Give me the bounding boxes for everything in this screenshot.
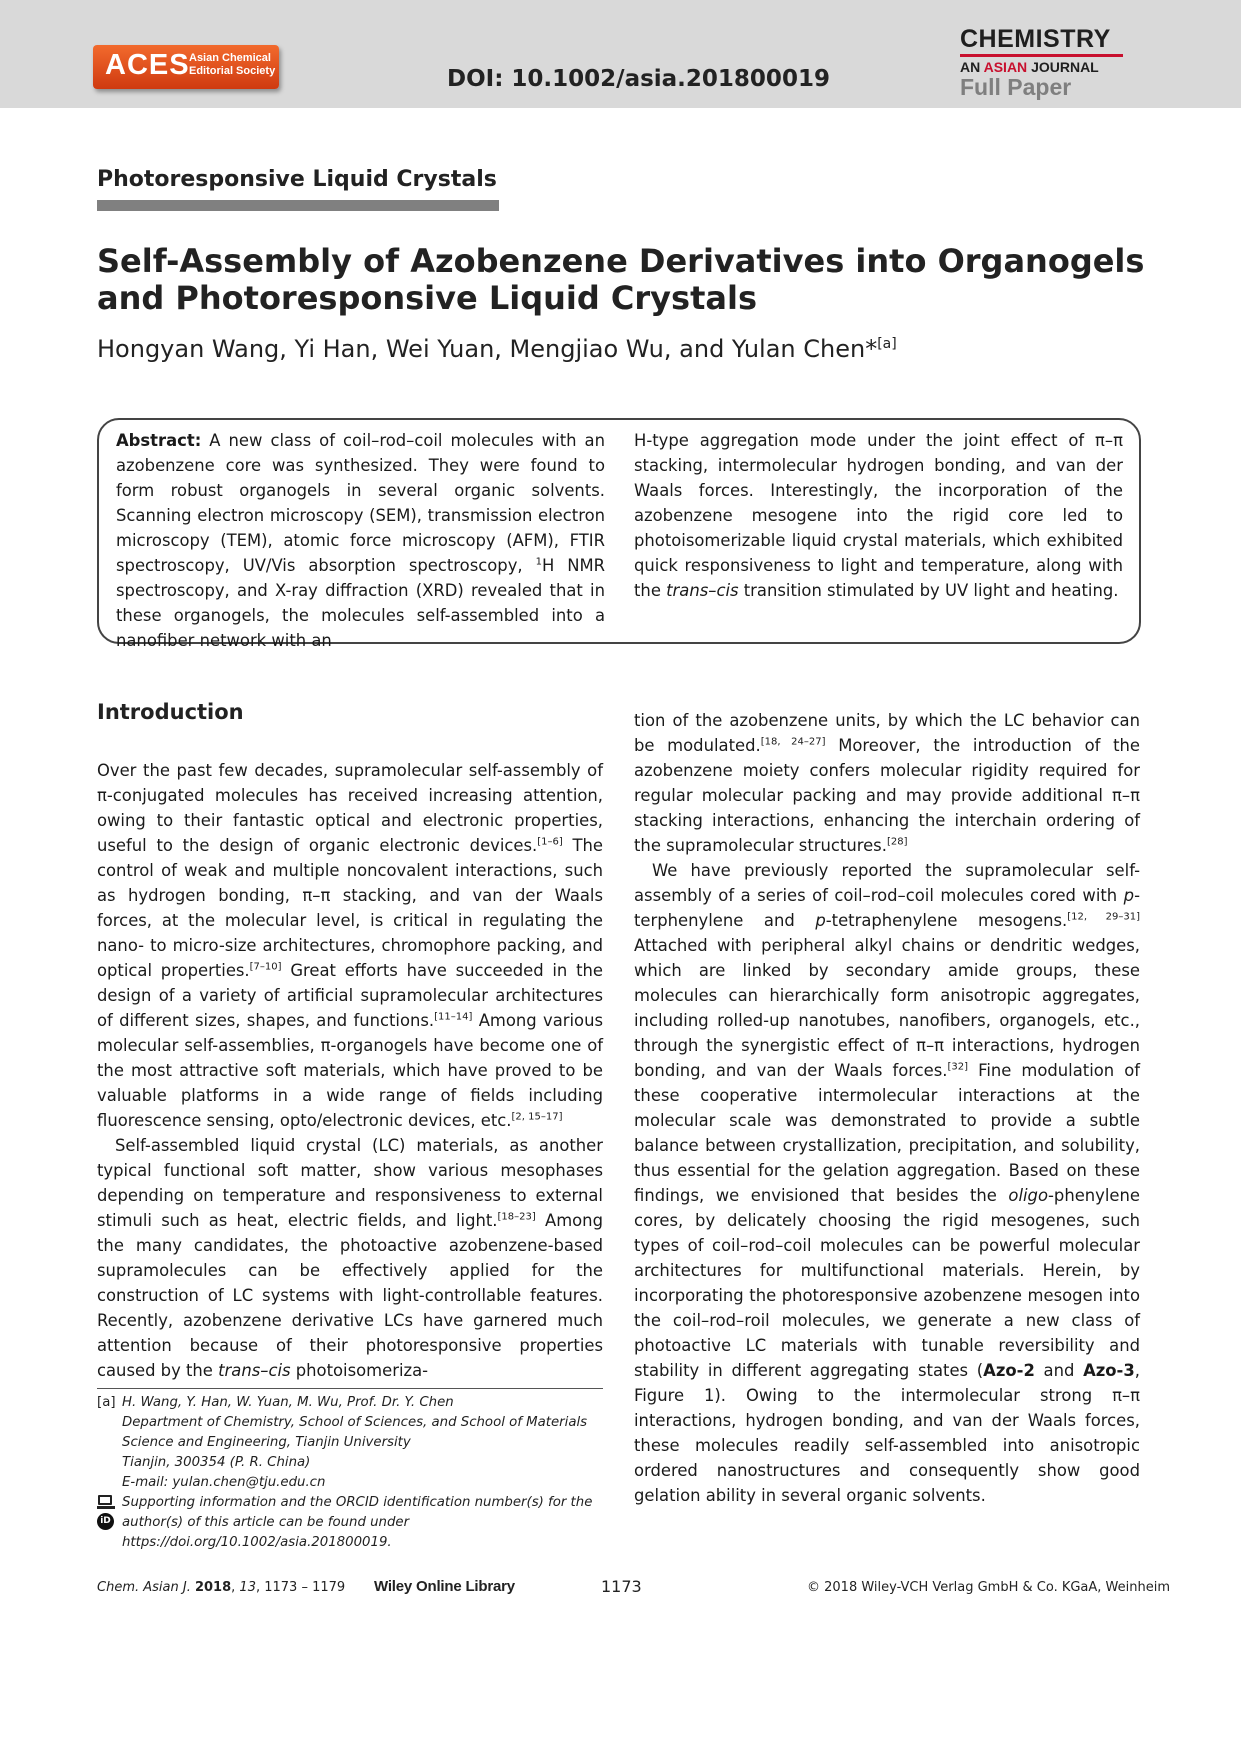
- citation-ref[interactable]: [12, 29–31]: [1067, 911, 1140, 923]
- aces-logo-line2: Editorial Society: [189, 65, 276, 77]
- doi-link[interactable]: DOI: 10.1002/asia.201800019: [447, 66, 830, 92]
- intro-p3-text-1: tion of the azobenzene units, by which the LC behavior can be modulated.: [634, 711, 1140, 755]
- brand-an-asian-journal: [960, 59, 1130, 75]
- wiley-online-library-logo[interactable]: Wiley Online Library: [374, 1578, 515, 1595]
- citation-ref[interactable]: [11–14]: [434, 1011, 473, 1023]
- intro-p1-text-3: Great efforts have succeeded in the design of a variety of artificial supramolecular architectures of different sizes, shapes, and functions.: [97, 961, 603, 1030]
- abstract-text-a: A new class of coil–rod–coil molecules with an azobenzene core was synthesized. They were found to form robust organogels in several organic solvents. Scanning electron microscopy (SEM), transmission electron microscopy (TEM), atomic force microscopy (AFM), FTIR spectroscopy, UV/Vis absorption spectroscopy,: [116, 431, 605, 575]
- footnote-label: [a]: [97, 1395, 116, 1410]
- intro-p2-text-3: photoisomeriza-: [290, 1361, 429, 1380]
- footer-citation: Chem. Asian J. 2018, 13, 1173 – 1179: [97, 1580, 346, 1595]
- citation-ref[interactable]: [28]: [886, 836, 908, 848]
- intro-p2-text-2: Among the many candidates, the photoactive azobenzene-based supramolecules can be effectively applied for the construction of LC systems with light-controllable features. Recently, azobenzene derivative LCs have garnered much attention because of their photoresponsive properties caused by the: [97, 1211, 603, 1380]
- abstract-left-column: [116, 428, 605, 653]
- intro-p4-text-1: We have previously reported the supramolecular self-assembly of a series of coil–rod–coil molecules cored with: [634, 861, 1140, 905]
- affiliation-footnote: [97, 1393, 603, 1493]
- citation-ref[interactable]: [1–6]: [537, 836, 563, 848]
- intro-p2-text-1: Self-assembled liquid crystal (LC) materials, as another typical functional soft matter, show various mesophases depending on temperature and responsiveness to external stimuli such as heat, electric fields, and light.: [97, 1136, 603, 1230]
- compound-azo-3: Azo-3: [1083, 1361, 1135, 1380]
- citation-ref[interactable]: [18–23]: [497, 1211, 536, 1223]
- affiliation-email[interactable]: E-mail: yulan.chen@tju.edu.cn: [122, 1475, 326, 1490]
- abstract-trans-cis: trans–cis: [666, 581, 739, 600]
- abstract-right-column: [634, 428, 1123, 603]
- intro-p4-text-8: , Figure 1). Owing to the intermolecular strong π–π interactions, hydrogen bonding, and van der Waals forces, these molecules readily self-assembled into anisotropic ordered nanostructures and consequently show good gelation ability in several organic solvents.: [634, 1361, 1140, 1505]
- abstract-text-d: transition stimulated by UV light and heating.: [738, 581, 1119, 600]
- intro-paragraph-4: [634, 858, 1140, 1508]
- intro-paragraph-1: [97, 758, 603, 1133]
- intro-p4-text-6: -phenylene cores, by delicately choosing the rigid mesogenes, such types of coil–rod–coil molecules can be powerful molecular architectures for multifunctional materials. Herein, by incorporating the photoresponsive azobenzene mesogen into the coil–rod–roil molecules, we generate a new class of photoactive LC materials with tunable reversibility and stability in different aggregating states (: [634, 1186, 1140, 1380]
- intro-p4-text-4: Attached with peripheral alkyl chains or dendritic wedges, which are linked by secondary amide groups, these molecules can hierarchically form anisotropic aggregates, including rolled-up nanotubes, nanofibers, organogels, etc., through the synergistic effect of π–π interactions, hydrogen bonding, and van der Waals forces.: [634, 936, 1140, 1080]
- aces-publisher-logo[interactable]: [93, 45, 279, 89]
- abstract-label: Abstract:: [116, 431, 202, 450]
- aces-logo-subtitle: [189, 52, 275, 78]
- footer-journal-abbr: Chem. Asian J.: [97, 1580, 191, 1595]
- citation-ref[interactable]: [2, 15–17]: [511, 1111, 563, 1123]
- footnote-divider: [97, 1388, 603, 1389]
- article-title: Self-Assembly of Azobenzene Derivatives into Organogels and Photoresponsive Liquid Crystals: [97, 242, 1145, 317]
- affiliation-authors: H. Wang, Y. Han, W. Yuan, M. Wu, Prof. Dr. Y. Chen: [122, 1395, 454, 1410]
- intro-p4-text-2: -terphenylene and: [634, 886, 1140, 930]
- intro-p4-text-5: Fine modulation of these cooperative intermolecular interactions at the molecular scale was demonstrated to provide a subtle balance between crystallization, precipitation, and solubility, thus essential for the gelation aggregation. Based on these findings, we envisioned that besides the: [634, 1061, 1140, 1205]
- affiliation-lines: [122, 1393, 603, 1493]
- intro-p4-italic-p: p: [815, 911, 826, 930]
- citation-ref[interactable]: [32]: [947, 1061, 969, 1073]
- laptop-base-icon: [97, 1506, 115, 1509]
- citation-ref[interactable]: [7–10]: [249, 961, 282, 973]
- intro-paragraph-2: [97, 1133, 603, 1383]
- aces-logo-abbr: ACES: [105, 49, 190, 81]
- intro-p2-italic-trans-cis: trans–cis: [218, 1361, 291, 1380]
- brand-asian: ASIAN: [983, 59, 1028, 75]
- aces-logo-line1: Asian Chemical: [189, 52, 271, 64]
- footer-year: 2018: [194, 1580, 232, 1595]
- copyright-notice: © 2018 Wiley-VCH Verlag GmbH & Co. KGaA, Weinheim: [807, 1580, 1171, 1595]
- article-type-label: Full Paper: [960, 74, 1072, 100]
- page-number: 1173: [601, 1577, 642, 1596]
- introduction-heading: Introduction: [97, 700, 244, 724]
- citation-ref[interactable]: [18, 24–27]: [760, 736, 826, 748]
- abstract-nmr-superscript: 1: [535, 556, 542, 568]
- intro-p1-text-2: The control of weak and multiple noncovalent interactions, such as hydrogen bonding, π–π stacking, and van der Waals forces, at the molecular level, is critical in regulating the nano- to micro-size architectures, chromophore packing, and optical properties.: [97, 836, 603, 980]
- journal-brand-logo[interactable]: [960, 26, 1130, 100]
- author-list: [97, 335, 897, 363]
- brand-journal: JOURNAL: [1031, 59, 1099, 75]
- intro-p3-text-2: Moreover, the introduction of the azobenzene moiety confers molecular rigidity required for regular molecular packing and may provide additional π–π stacking interactions, enhancing the interchain ordering of the supramolecular structures.: [634, 736, 1140, 855]
- supporting-info-note: [97, 1493, 603, 1553]
- orcid-icon[interactable]: iD: [97, 1513, 114, 1530]
- section-category: Photoresponsive Liquid Crystals: [97, 167, 497, 192]
- intro-p4-italic-p: p: [1123, 886, 1135, 905]
- si-icon-group: [97, 1495, 115, 1530]
- intro-p1-text-1: Over the past few decades, supramolecular self-assembly of π-conjugated molecules has received increasing attention, owing to their fantastic optical and electronic properties, useful to the design of organic electronic devices.: [97, 761, 603, 855]
- compound-azo-2: Azo-2: [983, 1361, 1035, 1380]
- section-underline-bar: [97, 200, 499, 211]
- brand-red-rule: [960, 54, 1123, 57]
- intro-p4-text-7: and: [1034, 1361, 1084, 1380]
- intro-p4-italic-oligo: oligo: [1008, 1186, 1048, 1205]
- intro-paragraph-3: [634, 708, 1140, 858]
- footer-volume: 13: [239, 1580, 256, 1595]
- abstract-text-b: H NMR spectroscopy, and X-ray diffraction (XRD) revealed that in these organogels, the molecules self-assembled into a nanofiber network with an: [116, 556, 606, 650]
- supporting-info-text[interactable]: Supporting information and the ORCID identification number(s) for the author(s) of this article can be found under https://doi.org/10.1002/asia.201800019.: [122, 1495, 593, 1550]
- intro-p1-text-4: Among various molecular self-assemblies, π-organogels have become one of the most attractive soft materials, which have proved to be valuable platforms in a wide range of fields including fluorescence sensing, opto/electronic devices, etc.: [97, 1011, 603, 1130]
- laptop-icon: [98, 1495, 112, 1505]
- abstract-text-c: H-type aggregation mode under the joint effect of π–π stacking, intermolecular hydrogen bonding, and van der Waals forces. Interestingly, the incorporation of the azobenzene mesogene into the rigid core led to photoisomerizable liquid crystal materials, which exhibited quick responsiveness to light and temperature, along with the: [634, 431, 1123, 600]
- affiliation-department: Department of Chemistry, School of Sciences, and School of Materials Science and Engineering, Tianjin University: [122, 1415, 588, 1450]
- author-affiliation-mark[interactable]: [a]: [877, 336, 897, 352]
- brand-an: AN: [960, 59, 981, 75]
- footer-pages: , 1173 – 1179: [255, 1580, 346, 1595]
- author-names: Hongyan Wang, Yi Han, Wei Yuan, Mengjiao Wu, and Yulan Chen*: [97, 335, 878, 363]
- affiliation-address: Tianjin, 300354 (P. R. China): [122, 1455, 311, 1470]
- brand-chemistry: CHEMISTRY: [960, 25, 1111, 53]
- intro-p4-text-3: -tetraphenylene mesogens.: [825, 911, 1068, 930]
